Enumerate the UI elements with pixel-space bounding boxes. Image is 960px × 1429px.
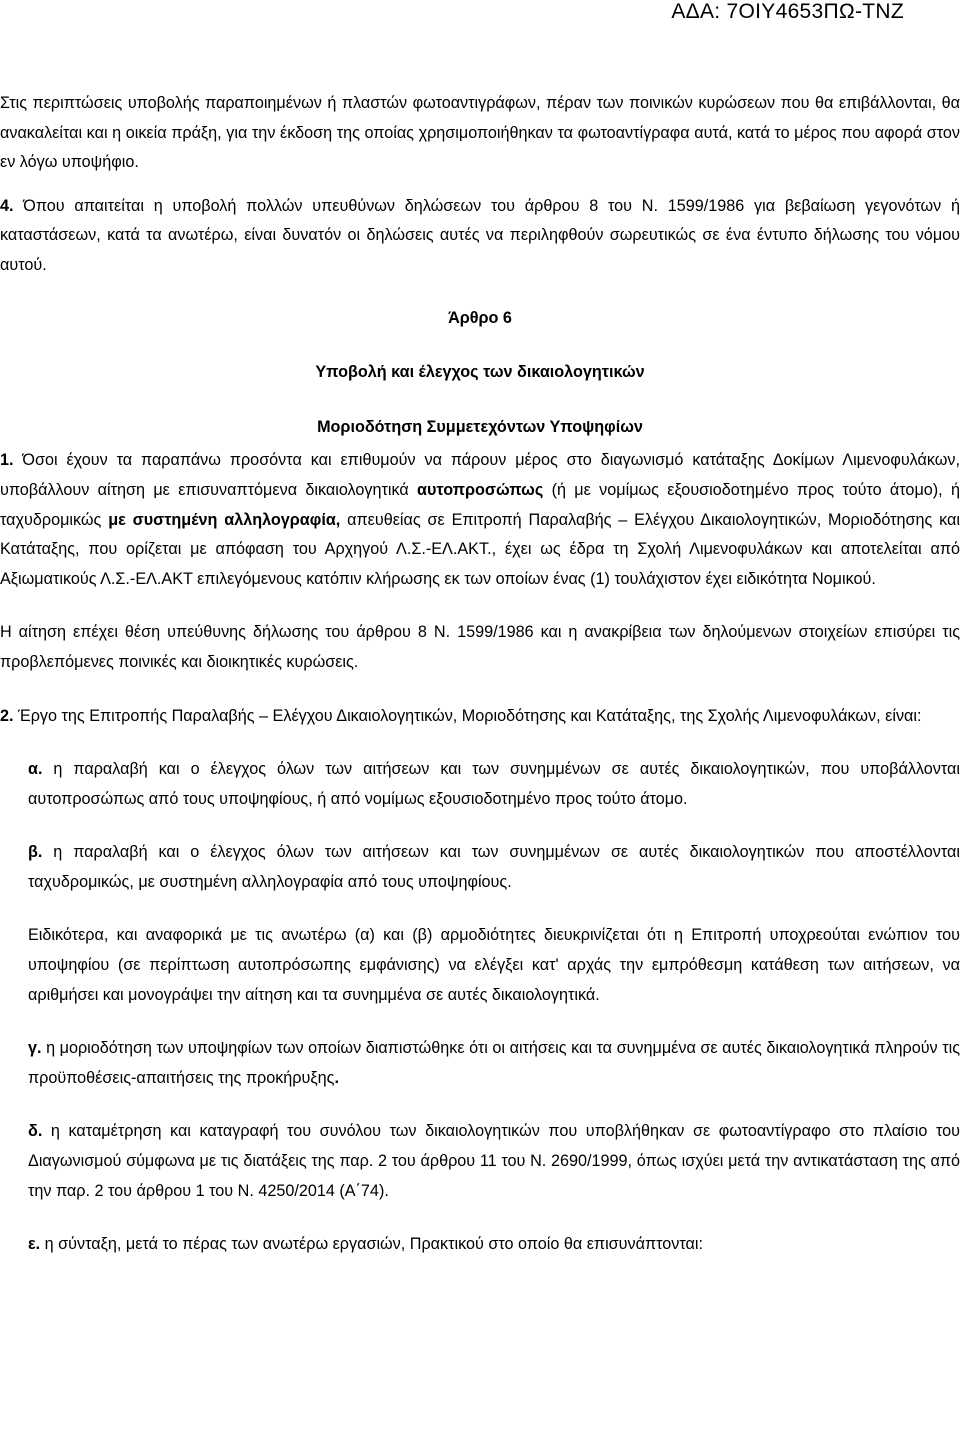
paragraph-2-text: Έργο της Επιτροπής Παραλαβής – Ελέγχου Δικαιολογητικών, Μοριοδότησης και Κατάταξης, της Σχολής Λιμενοφυλάκων, είναι: (13, 706, 922, 725)
paragraph-alpha-number: α. (28, 760, 43, 779)
paragraph-gamma-text: η μοριοδότηση των υποψηφίων των οποίων διαπιστώθηκε ότι οι αιτήσεις και τα συνημμένα σε αυτές δικαιολογητικά πληρούν τις προϋποθέσεις-απαιτήσεις της προκήρυξης (28, 1039, 960, 1087)
paragraph-4 (0, 192, 960, 281)
paragraph-intro: Στις περιπτώσεις υποβολής παραποιημένων ή πλαστών φωτοαντιγράφων, πέραν των ποινικών κυρώσεων που θα επιβάλλονται, θα ανακαλείται και η οικεία πράξη, για την έκδοση της οποίας χρησιμοποιήθηκαν τα φωτοαντίγραφα αυτά, κατά το μέρος που αφορά στον εν λόγω υποψήφιο. (0, 94, 960, 172)
paragraph-1-text-a: Όσοι έχουν τα παραπάνω προσόντα και επιθυμούν να πάρουν μέρος στο διαγωνισμό κατάταξης Δοκίμων Λιμενοφυλάκων, υποβάλλουν αίτηση με επισυναπτόμενα δικαιολογητικά (0, 451, 960, 499)
paragraph-application: Η αίτηση επέχει θέση υπεύθυνης δήλωσης του άρθρου 8 Ν. 1599/1986 και η ανακρίβεια των δηλούμενων στοιχείων επισύρει τις προβλεπόμενες ποινικές και διοικητικές κυρώσεις. (0, 623, 960, 671)
paragraph-beta-number: β. (28, 843, 43, 862)
paragraph-1-text-c: (ή με νομίμως εξουσιοδοτημένο προς τούτο άτομο), ή ταχυδρομικώς (0, 480, 960, 529)
article-subtitle-1: Υποβολή και έλεγχος των δικαιολογητικών (315, 363, 645, 382)
paragraph-gamma-number: γ. (28, 1039, 42, 1058)
paragraph-specifically: Ειδικότερα, και αναφορικά με τις ανωτέρω (α) και (β) αρμοδιότητες διευκρινίζεται ότι η Επιτροπή υποχρεούται ενώπιον του υποψηφίου (σε περίπτωση αυτοπρόσωπης εμφάνισης) να ελέγξει κατ' αρχάς την εμπρόθεσμη κατάθεση των αιτήσεων, να αριθμήσει και μονογράψει την αίτηση και τα συνημμένα σε αυτές δικαιολογητικά. (28, 926, 960, 1004)
paragraph-2-number: 2. (0, 706, 14, 725)
paragraph-epsilon-text: η σύνταξη, μετά το πέρας των ανωτέρω εργασιών, Πρακτικού στο οποίο θα επισυνάπτονται: (40, 1235, 704, 1254)
paragraph-gamma (0, 1034, 960, 1093)
paragraph-1 (0, 446, 960, 594)
paragraph-alpha (0, 755, 960, 814)
paragraph-epsilon (0, 1230, 960, 1260)
paragraph-beta-text: η παραλαβή και ο έλεγχος όλων των αιτήσεων και των συνημμένων σε αυτές δικαιολογητικών που αποστέλλονται ταχυδρομικώς, με συστημένη αλληλογραφία από τους υποψηφίους. (28, 843, 960, 891)
article-title: Άρθρο 6 (448, 308, 512, 327)
paragraph-alpha-text: η παραλαβή και ο έλεγχος όλων των αιτήσεων και των συνημμένων σε αυτές δικαιολογητικών, που υποβάλλονται αυτοπροσώπως από τους υποψηφίους, ή από νομίμως εξουσιοδοτημένο προς τούτο άτομο. (28, 760, 960, 808)
paragraph-delta-number: δ. (28, 1122, 43, 1141)
paragraph-2 (0, 702, 960, 732)
paragraph-beta (0, 838, 960, 897)
paragraph-delta-text: η καταμέτρηση και καταγραφή του συνόλου των δικαιολογητικών που υποβλήθηκαν σε φωτοαντίγραφο στο πλαίσιο του Διαγωνισμού σύμφωνα με τις διατάξεις της παρ. 2 του άρθρου 11 του Ν. 2690/1999, όπως ισχύει μετά την αντικατάσταση της από την παρ. 2 του άρθρου 1 του Ν. 4250/2014 (Α΄74). (28, 1122, 960, 1200)
document-body (0, 89, 960, 1260)
paragraph-1-text-e: απευθείας σε Επιτροπή Παραλαβής – Ελέγχου Δικαιολογητικών, Μοριοδότησης και Κατάταξης, που ορίζεται με απόφαση του Αρχηγού Λ.Σ.-ΕΛ.ΑΚΤ., έχει ως έδρα τη Σχολή Λιμενοφυλάκων και αποτελείται από Αξιωματικούς Λ.Σ.-ΕΛ.ΑΚΤ επιλεγόμενους κατόπιν κλήρωσης εκ των οποίων ένας (1) τουλάχιστον έχει ειδικότητα Νομικού. (0, 510, 960, 588)
ada-code: ΑΔΑ: 7ΟΙΥ4653ΠΩ-ΤΝΖ (671, 0, 904, 23)
paragraph-4-text: Όπου απαιτείται η υποβολή πολλών υπευθύνων δηλώσεων του άρθρου 8 του Ν. 1599/1986 για βεβαίωση γεγονότων ή καταστάσεων, κατά τα ανωτέρω, είναι δυνατόν οι δηλώσεις αυτές να περιληφθούν σωρευτικώς σε ένα έντυπο δήλωσης του νόμου αυτού. (0, 196, 960, 274)
paragraph-1-bold-registered-mail: με συστημένη αλληλογραφία, (108, 510, 341, 529)
paragraph-gamma-end: . (334, 1068, 339, 1087)
paragraph-4-number: 4. (0, 196, 14, 215)
paragraph-1-bold-in-person: αυτοπροσώπως (417, 480, 544, 499)
article-subtitle-2: Μοριοδότηση Συμμετεχόντων Υποψηφίων (317, 417, 643, 436)
paragraph-1-number: 1. (0, 451, 14, 470)
paragraph-delta (0, 1117, 960, 1206)
paragraph-epsilon-number: ε. (28, 1235, 41, 1254)
